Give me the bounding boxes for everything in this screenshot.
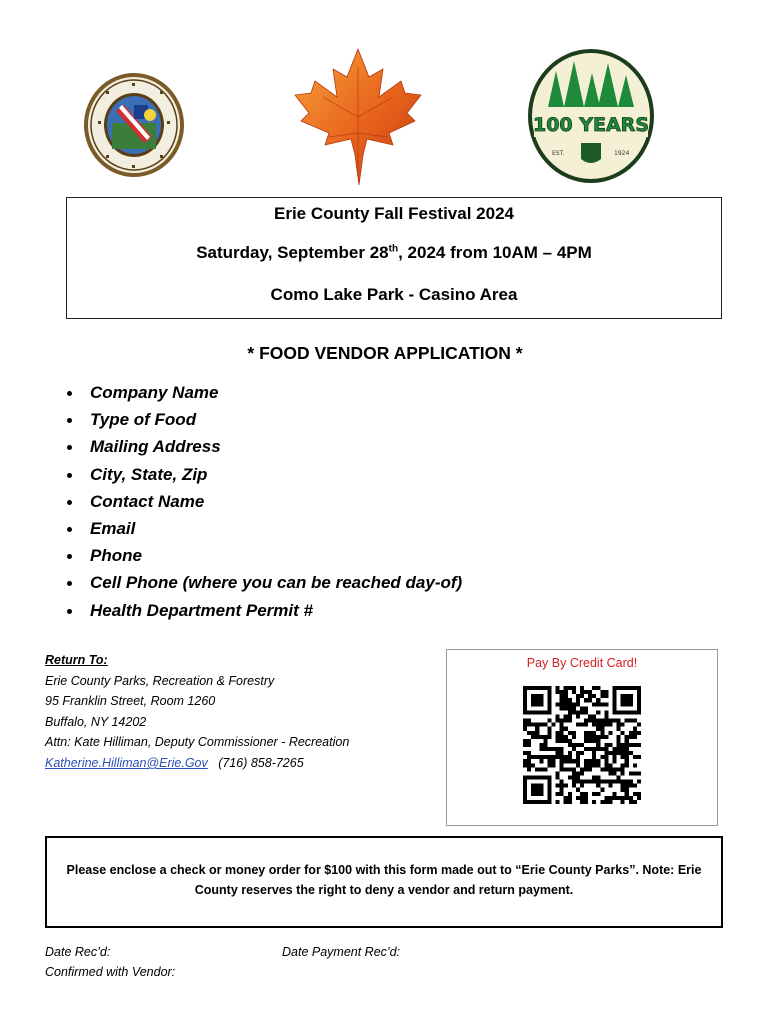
bullet-icon xyxy=(67,554,72,559)
event-date xyxy=(67,243,721,263)
event-date-time: , 2024 from 10AM – 4PM xyxy=(398,243,592,262)
field-label: Mailing Address xyxy=(90,437,221,457)
list-item xyxy=(52,597,462,624)
list-item xyxy=(52,542,462,569)
bullet-icon xyxy=(67,500,72,505)
event-title: Erie County Fall Festival 2024 xyxy=(274,204,514,223)
qr-code-icon[interactable] xyxy=(523,685,641,805)
list-item xyxy=(52,379,462,406)
bullet-icon xyxy=(67,445,72,450)
return-line-1: Erie County Parks, Recreation & Forestry xyxy=(45,673,275,688)
return-line-2: 95 Franklin Street, Room 1260 xyxy=(45,694,216,709)
list-item xyxy=(52,488,462,515)
centennial-text: 100 YEARS xyxy=(532,114,650,136)
email-link[interactable]: Katherine.Hilliman@Erie.Gov xyxy=(45,755,208,770)
office-use-right xyxy=(282,942,400,962)
maple-leaf-icon xyxy=(293,47,423,185)
note-line-1: Please enclose a check or money order for $100 with this form made out to “Erie County Parks”. Note: Erie xyxy=(66,863,702,877)
office-use-left xyxy=(45,942,175,982)
field-label: Email xyxy=(90,518,136,538)
field-label: Cell Phone (where you can be reached day-of) xyxy=(90,573,463,593)
bullet-icon xyxy=(67,609,72,614)
return-line-3: Buffalo, NY 14202 xyxy=(45,714,147,729)
return-heading: Return To: xyxy=(45,653,108,667)
phone-number: (716) 858-7265 xyxy=(218,755,304,770)
note-line-2: County reserves the right to deny a vendor and return payment. xyxy=(194,883,574,897)
bullet-icon xyxy=(67,418,72,423)
100-years-parks-logo-icon xyxy=(526,47,656,185)
list-item xyxy=(52,461,462,488)
return-line-4: Attn: Kate Hilliman, Deputy Commissioner - Recreation xyxy=(45,735,350,750)
return-address xyxy=(45,650,349,774)
date-received-label: Date Rec’d: xyxy=(45,945,111,959)
field-list xyxy=(52,379,462,624)
bullet-icon xyxy=(67,473,72,478)
event-header-box xyxy=(66,197,722,319)
field-label: Phone xyxy=(90,546,142,566)
est-right: 1924 xyxy=(614,150,630,157)
event-date-suffix: th xyxy=(388,243,399,255)
list-item xyxy=(52,515,462,542)
pay-by-credit-card-label: Pay By Credit Card! xyxy=(526,656,638,670)
est-left: EST. xyxy=(552,150,565,157)
payment-note-box xyxy=(45,836,723,928)
date-payment-label: Date Payment Rec’d: xyxy=(282,945,401,959)
field-label: Contact Name xyxy=(90,491,205,511)
application-title: * FOOD VENDOR APPLICATION * xyxy=(247,343,523,363)
list-item xyxy=(52,406,462,433)
event-date-main: Saturday, September 28 xyxy=(196,243,389,262)
confirmed-vendor-label: Confirmed with Vendor: xyxy=(45,965,176,979)
contact-line xyxy=(45,753,349,774)
field-label: Company Name xyxy=(90,383,219,402)
bullet-icon xyxy=(67,581,72,586)
bullet-icon xyxy=(67,391,72,396)
event-location: Como Lake Park - Casino Area xyxy=(270,285,518,304)
field-label: Type of Food xyxy=(90,410,197,430)
bullet-icon xyxy=(67,527,72,532)
field-label: Health Department Permit # xyxy=(90,600,313,620)
payment-box xyxy=(446,649,718,826)
list-item xyxy=(52,433,462,460)
field-label: City, State, Zip xyxy=(90,464,208,484)
erie-county-seal-icon xyxy=(82,71,186,179)
list-item xyxy=(52,569,462,596)
